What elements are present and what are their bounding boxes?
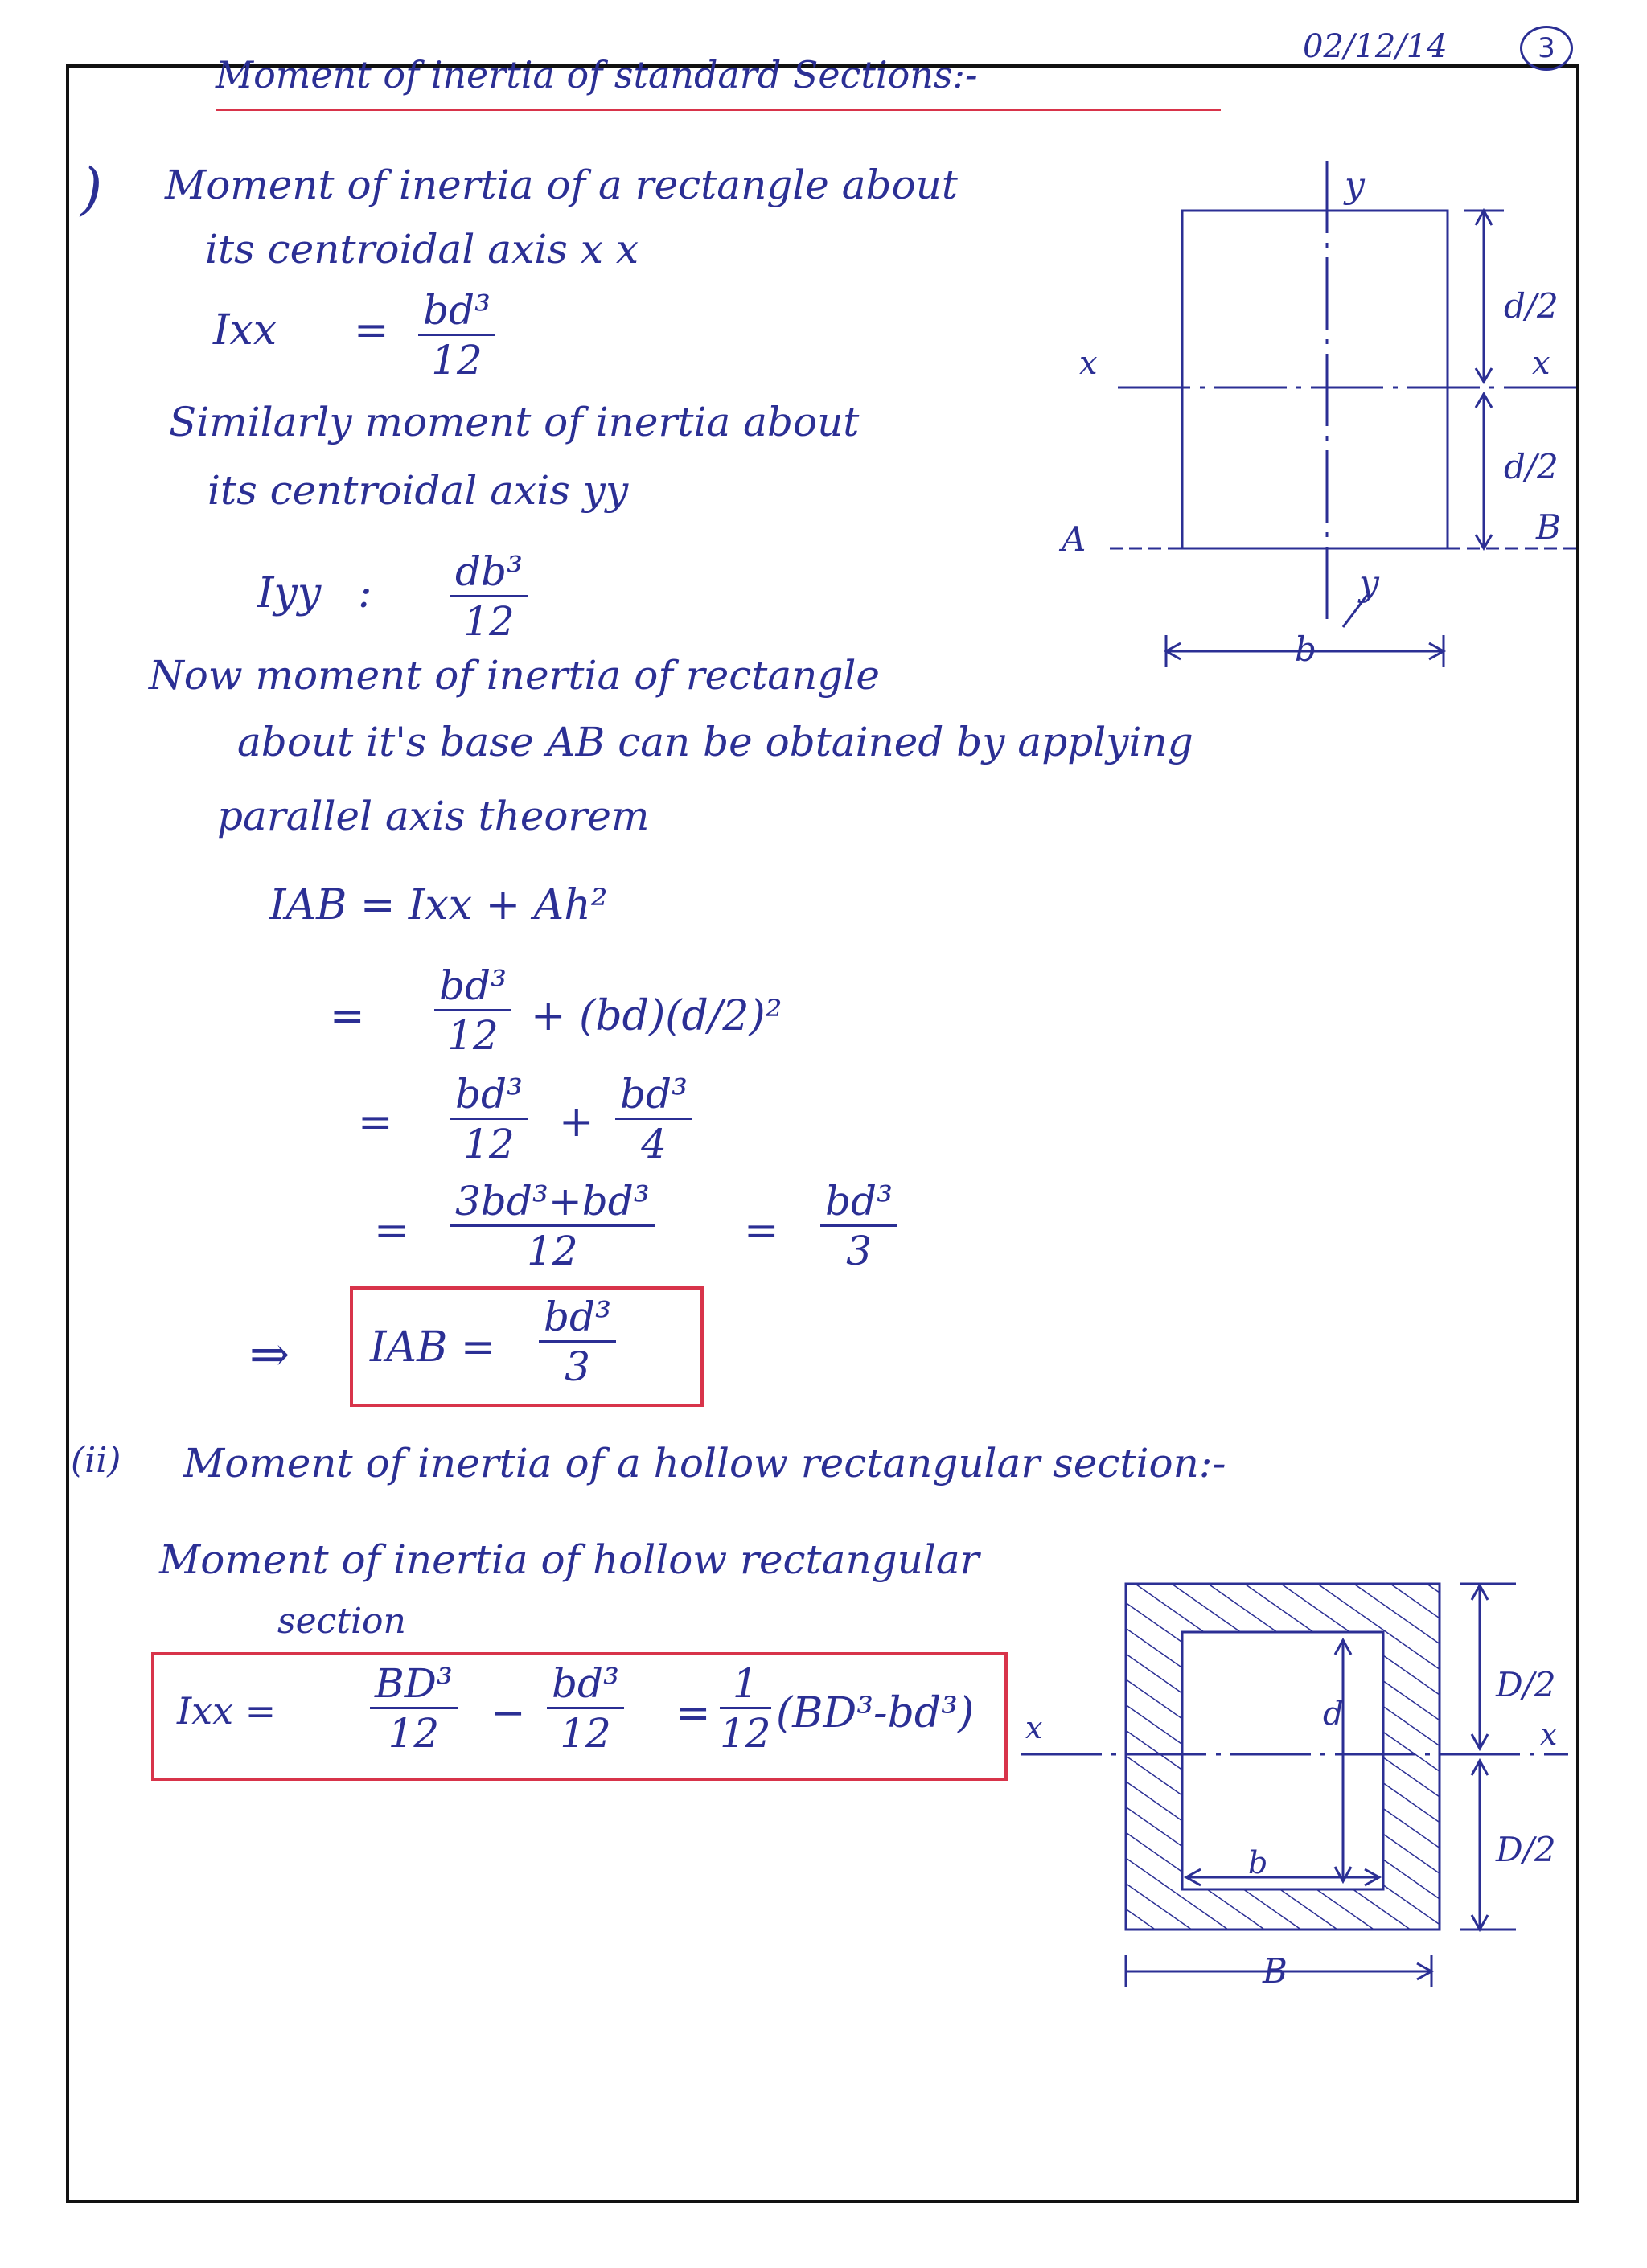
fraction-bar: [450, 1224, 655, 1227]
step2-fraction-b: [615, 1073, 692, 1165]
step3-numerator2: bd³: [825, 1178, 893, 1224]
step2-fraction-a: [450, 1073, 528, 1165]
step1-equals: =: [330, 992, 365, 1040]
result-fraction: [539, 1296, 616, 1388]
label-y-bottom: y: [1359, 563, 1379, 604]
step3-equals2: =: [744, 1207, 779, 1255]
now-line3: parallel axis theorem: [217, 793, 650, 839]
title-underline: [216, 109, 1221, 111]
result-numerator: bd³: [544, 1294, 612, 1340]
step3-denominator: 12: [527, 1227, 578, 1274]
page-number-text: 3: [1538, 32, 1555, 64]
ixx-lhs: Ixx: [213, 306, 277, 355]
result-arrow: ⇒: [249, 1327, 290, 1383]
iyy-lhs: Iyy: [257, 569, 322, 617]
section2-frac1-numerator: BD³: [375, 1660, 453, 1707]
fraction-bar: [615, 1118, 692, 1120]
fraction-bar: [720, 1707, 771, 1709]
now-line2: about it's base AB can be obtained by applying: [237, 719, 1193, 765]
step3-equals: =: [374, 1207, 409, 1255]
hollow-rectangle-diagram: [1013, 1576, 1576, 1994]
similarly-line2: its centroidal axis yy: [207, 467, 629, 514]
label-D2-top: D/2: [1496, 1665, 1556, 1704]
page-number: [1520, 26, 1573, 71]
rectangle-diagram: [1045, 161, 1592, 691]
iyy-numerator: db³: [455, 548, 524, 595]
date: 02/12/14: [1303, 28, 1448, 65]
label-D2-bottom: D/2: [1496, 1830, 1556, 1869]
label-b-width: b: [1295, 630, 1316, 669]
ixx-fraction: [418, 289, 495, 381]
section2-fraction1: [370, 1660, 458, 1757]
fraction-bar: [370, 1707, 458, 1709]
label-x-right: x: [1540, 1716, 1558, 1752]
step1-fraction: [434, 962, 511, 1059]
iab-line1: IAB = Ixx + Ah²: [269, 881, 608, 929]
section2-paren-expr: (BD³-bd³): [776, 1689, 975, 1737]
section2-frac2-numerator: bd³: [552, 1660, 620, 1707]
label-y-top: y: [1345, 165, 1365, 206]
step3-denominator2: 3: [846, 1227, 872, 1274]
fraction-bar: [539, 1340, 616, 1343]
ixx-equals: =: [354, 306, 389, 355]
iyy-denominator: 12: [463, 597, 515, 645]
step2-denominator-a: 12: [463, 1120, 515, 1167]
label-b-corner: B: [1536, 507, 1561, 547]
fraction-bar: [820, 1224, 897, 1227]
result-denominator: 3: [565, 1343, 590, 1390]
section2-intro-line1: Moment of inertia of hollow rectangular: [159, 1536, 980, 1583]
label-d2-bottom: d/2: [1504, 447, 1559, 486]
step2-denominator-b: 4: [641, 1120, 667, 1167]
label-b-inner: b: [1248, 1845, 1268, 1880]
section2-fraction3: [720, 1660, 771, 1757]
fraction-bar: [450, 595, 528, 597]
label-a: A: [1062, 519, 1086, 559]
section2-frac3-denominator: 12: [720, 1709, 771, 1757]
step1-rest: + (bd)(d/2)²: [531, 992, 782, 1040]
label-d-inner: d: [1323, 1696, 1344, 1733]
similarly-line1: Similarly moment of inertia about: [169, 399, 860, 445]
fraction-bar: [434, 1009, 511, 1011]
section1-heading-line1: Moment of inertia of a rectangle about: [165, 162, 958, 208]
section1-marker: ): [80, 156, 103, 222]
step1-denominator: 12: [447, 1011, 499, 1059]
section2-equals: =: [676, 1689, 711, 1737]
step2-plus: +: [559, 1098, 594, 1146]
iyy-equals: :: [358, 569, 372, 617]
section2-frac2-denominator: 12: [560, 1709, 611, 1757]
fraction-bar: [547, 1707, 624, 1709]
section1-heading-line2: its centroidal axis x x: [205, 226, 639, 273]
ixx-denominator: 12: [431, 336, 483, 383]
step3-fraction: [450, 1180, 655, 1272]
step2-numerator-b: bd³: [620, 1071, 688, 1118]
ixx-numerator: bd³: [423, 287, 491, 334]
section2-intro-line2: section: [277, 1601, 406, 1642]
section2-ixx-lhs: Ixx =: [177, 1689, 277, 1733]
inner-rectangle: [1182, 1632, 1383, 1889]
rectangle-outline: [1182, 211, 1448, 548]
step2-numerator-a: bd³: [455, 1071, 524, 1118]
step3-fraction2: [820, 1180, 897, 1272]
now-line1: Now moment of inertia of rectangle: [149, 652, 880, 699]
label-x-left: x: [1025, 1710, 1043, 1745]
label-B-outer: B: [1263, 1951, 1288, 1991]
step3-numerator: 3bd³+bd³: [455, 1178, 650, 1224]
step1-numerator: bd³: [439, 962, 507, 1009]
label-d2-top: d/2: [1504, 286, 1559, 326]
iyy-fraction: [450, 548, 528, 645]
fraction-bar: [450, 1118, 528, 1120]
result-lhs: IAB =: [370, 1323, 496, 1372]
step2-equals: =: [358, 1098, 393, 1146]
page-title: Moment of inertia of standard Sections:-: [216, 53, 978, 96]
section2-marker: (ii): [71, 1440, 121, 1481]
label-x-right: x: [1532, 345, 1550, 382]
section2-minus: −: [491, 1689, 526, 1737]
section2-fraction2: [547, 1660, 624, 1757]
section2-heading: Moment of inertia of a hollow rectangular section:-: [183, 1440, 1226, 1487]
section2-frac3-numerator: 1: [732, 1660, 758, 1707]
fraction-bar: [418, 334, 495, 336]
section2-frac1-denominator: 12: [388, 1709, 440, 1757]
label-x-left: x: [1079, 345, 1098, 382]
